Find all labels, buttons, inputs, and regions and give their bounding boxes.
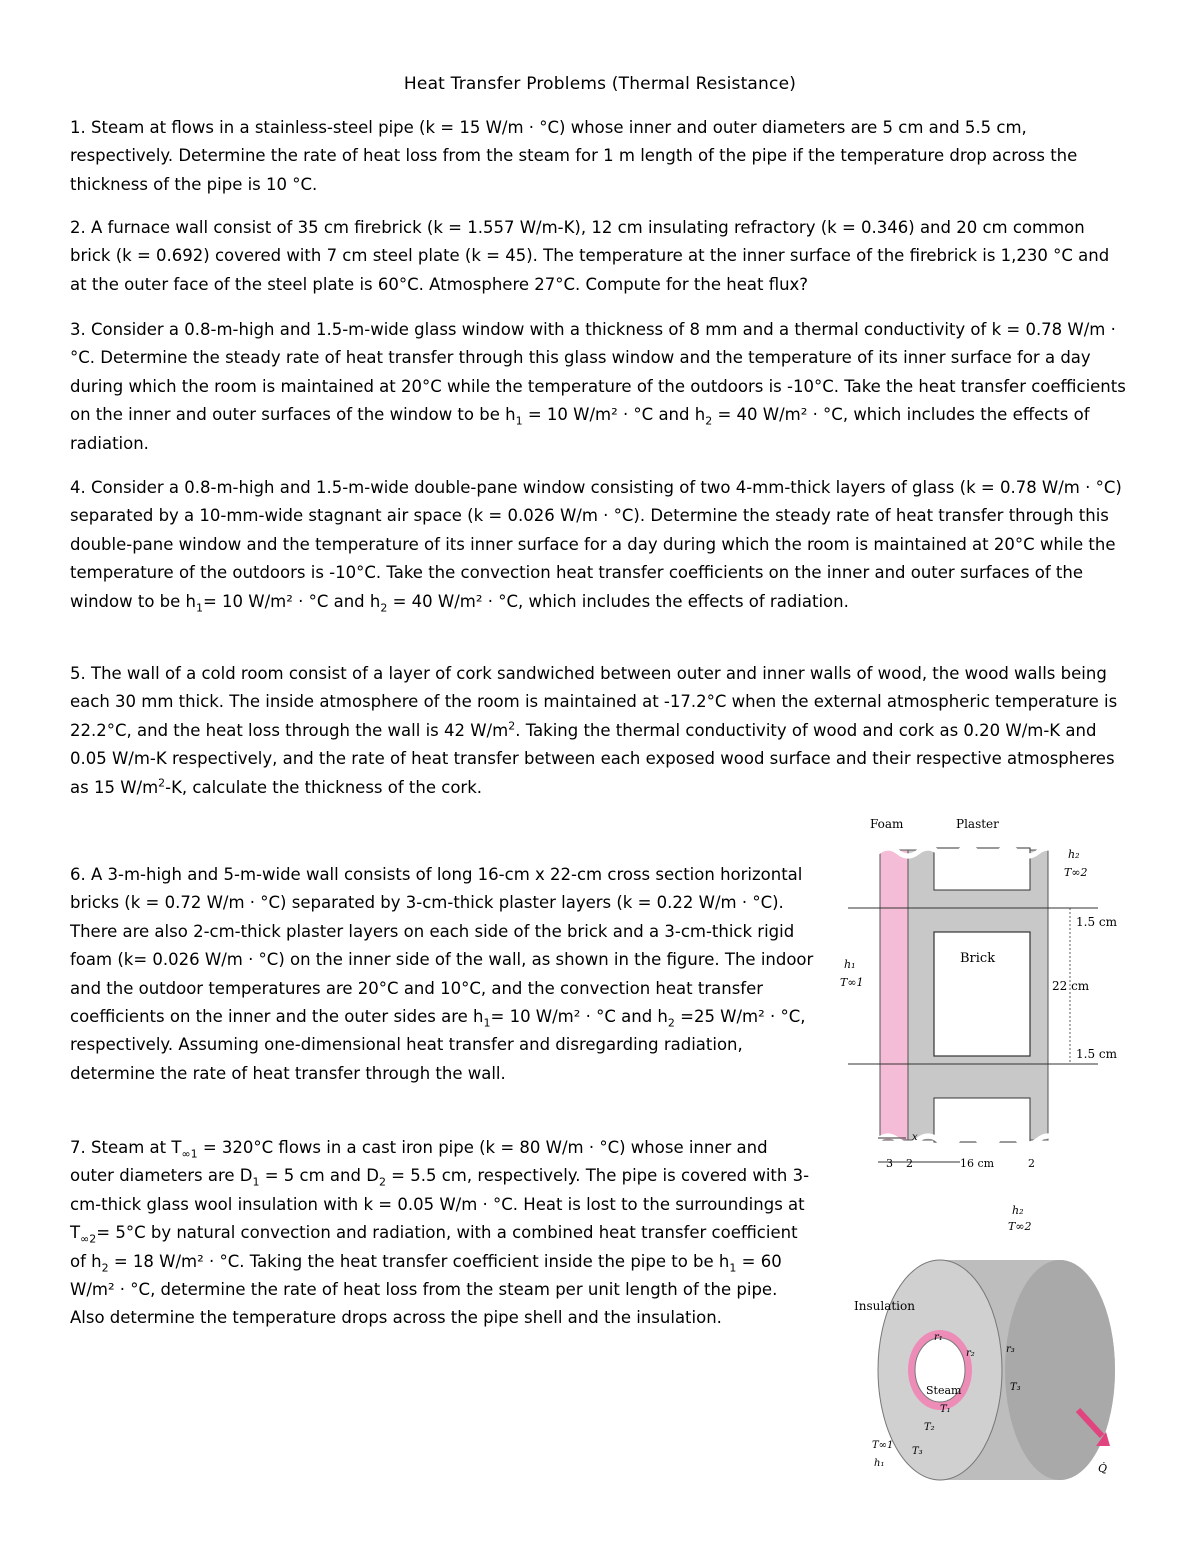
problem-7: 7. Steam at $T_{\infty 1} = 320^\circ C$ flows in a cast iron pipe (k = 80 W/m · °C) whose inner and outer diameters are $D_1 = 5$ cm and $D_2 = 5.5$ cm, respectively. The pipe is covered with 3-cm-thick glass wool insulation with k = 0.05 W/m · °C. Heat is lost to the surroundings at $T_{\infty 2}= 5^\circ C$ by natural convection and radiation, with a combined heat transfer coefficient of $h_2 = 18$ W/m² · °C. Taking the heat transfer coefficient inside the pipe to be $h_1 = 60$ W/m² · °C, determine the rate of heat loss from the steam per unit length of the pipe. Also determine the temperature drops across the pipe shell and the insulation. — [70, 1138, 810, 1328]
r1-label: r₁ — [934, 1332, 943, 1343]
dimension-2a-label: 2 — [906, 1157, 913, 1170]
problem-text: Steam at flows in a stainless-steel pipe (k = 15 W/m · °C) whose inner and outer diameters are 5 cm and 5.5 cm, respectively. Determine the rate of heat loss from the steam for 1 m length of the pipe if the temperature drop across the thickness of the pipe is 10 °C. — [70, 118, 1078, 194]
h2-label: h₂ — [1012, 1204, 1024, 1217]
tinf1-label: T∞1 — [872, 1440, 894, 1451]
dimension-bottom-label: 1.5 cm — [1076, 1047, 1117, 1061]
problem-4: 4. Consider a 0.8-m-high and 1.5-m-wide double-pane window consisting of two 4-mm-thick layers of glass (k = 0.78 W/m · °C) separated by a 10-mm-wide stagnant air space (k = 0.026 W/m · °C). Determine the steady rate of heat transfer through this double-pane window and the temperature of its inner surface for a day during which the room is maintained at 20°C while the temperature of the outdoors is -10°C. Take the convection heat transfer coefficients on the inner and outer surfaces of the window to be $h_1= 10$ W/m² · °C and $h_2 = 40$ W/m² · °C, which includes the effects of radiation. — [70, 478, 1122, 614]
tinf2-label: T∞2 — [1008, 1220, 1032, 1233]
r3-label: r₃ — [1006, 1344, 1015, 1355]
tinf1-label: T∞1 — [840, 976, 864, 989]
wall-figure — [830, 810, 1130, 1190]
foam-label: Foam — [870, 817, 904, 831]
problem-5: 5. The wall of a cold room consist of a layer of cork sandwiched between outer and inner walls of wood, the wood walls being each 30 mm thick. The inside atmosphere of the room is maintained at -17.2°C when the external atmospheric temperature is 22.2°C, and the heat loss through the wall is 42 $W/m^2$. Taking the thermal conductivity of wood and cork as 0.20 W/m-K and 0.05 W/m-K respectively, and the rate of heat transfer between each exposed wood surface and their respective atmospheres as 15 $W/m^2-K$, calculate the thickness of the cork. — [70, 664, 1118, 797]
q-label: Q̇ — [1098, 1462, 1108, 1475]
problem-1 — [70, 114, 1130, 199]
problem-number: 1. — [70, 118, 86, 137]
foam-layer — [880, 850, 908, 1140]
dimension-mid-label: 22 cm — [1052, 979, 1090, 993]
h1-label: h₁ — [874, 1458, 885, 1469]
problem-3: 3. Consider a 0.8-m-high and 1.5-m-wide glass window with a thickness of 8 mm and a thermal conductivity of k = 0.78 W/m · °C. Determine the steady rate of heat transfer through this glass window and the temperature of its inner surface for a day during which the room is maintained at 20°C while the temperature of the outdoors is -10°C. Take the heat transfer coefficients on the inner and outer surfaces of the window to be $h_1 = 10$ W/m² · °C and $h_2 = 40$ W/m² · °C, which includes the effects of radiation. — [70, 320, 1126, 453]
problem-number: 2. — [70, 218, 86, 237]
h2-label: h₂ — [1068, 848, 1080, 861]
problem-number: 4. — [70, 478, 86, 497]
t1-label: T₁ — [940, 1404, 951, 1415]
problem-2 — [70, 214, 1130, 299]
plaster-label: Plaster — [956, 817, 999, 831]
t3-bottom-label: T₃ — [912, 1446, 923, 1457]
problem-6: 6. A 3-m-high and 5-m-wide wall consists of long 16-cm x 22-cm cross section horizontal bricks (k = 0.72 W/m · °C) separated by 3-cm-thick plaster layers (k = 0.22 W/m · °C). There are also 2-cm-thick plaster layers on each side of the brick and a 3-cm-thick rigid foam (k= 0.026 W/m · °C) on the inner side of the wall, as shown in the figure. The indoor and the outdoor temperatures are 20°C and 10°C, and the convection heat transfer coefficients on the inner and the outer sides are $h_1= 10$ W/m² · °C and $h_2 =25$ W/m² · °C, respectively. Assuming one-dimensional heat transfer and disregarding radiation, determine the rate of heat transfer through the wall. — [70, 865, 814, 1083]
t3-label: T₃ — [1010, 1382, 1021, 1393]
r2-label: r₂ — [966, 1348, 975, 1359]
dimension-16-label: 16 cm — [960, 1157, 995, 1170]
x-axis-label: x — [912, 1132, 918, 1143]
tinf2-label: T∞2 — [1064, 866, 1088, 879]
insulation-label: Insulation — [854, 1299, 915, 1313]
problem-number: 6. — [70, 865, 86, 884]
h1-label: h₁ — [844, 958, 856, 971]
t2-label: T₂ — [924, 1422, 935, 1433]
brick-label: Brick — [960, 951, 996, 966]
brick-bottom — [934, 1098, 1030, 1142]
problem-number: 7. — [70, 1138, 86, 1157]
problem-number: 5. — [70, 664, 86, 683]
dimension-2b-label: 2 — [1028, 1157, 1035, 1170]
pipe-figure — [840, 1200, 1120, 1490]
steam-label: Steam — [926, 1384, 962, 1397]
page-title: Heat Transfer Problems (Thermal Resistance) — [403, 74, 797, 94]
dimension-top-label: 1.5 cm — [1076, 915, 1117, 929]
problem-text: A furnace wall consist of 35 cm firebrick (k = 1.557 W/m-K), 12 cm insulating refractory (k = 0.346) and 20 cm common brick (k = 0.692) covered with 7 cm steel plate (k = 45). The temperature at the inner surface of the firebrick is 1,230 °C and at the outer face of the steel plate is 60°C. Atmosphere 27°C. Compute for the heat flux? — [70, 218, 1110, 294]
pipe-far-end — [1005, 1260, 1115, 1480]
problem-number: 3. — [70, 320, 86, 339]
dimension-3-label: 3 — [886, 1157, 893, 1170]
